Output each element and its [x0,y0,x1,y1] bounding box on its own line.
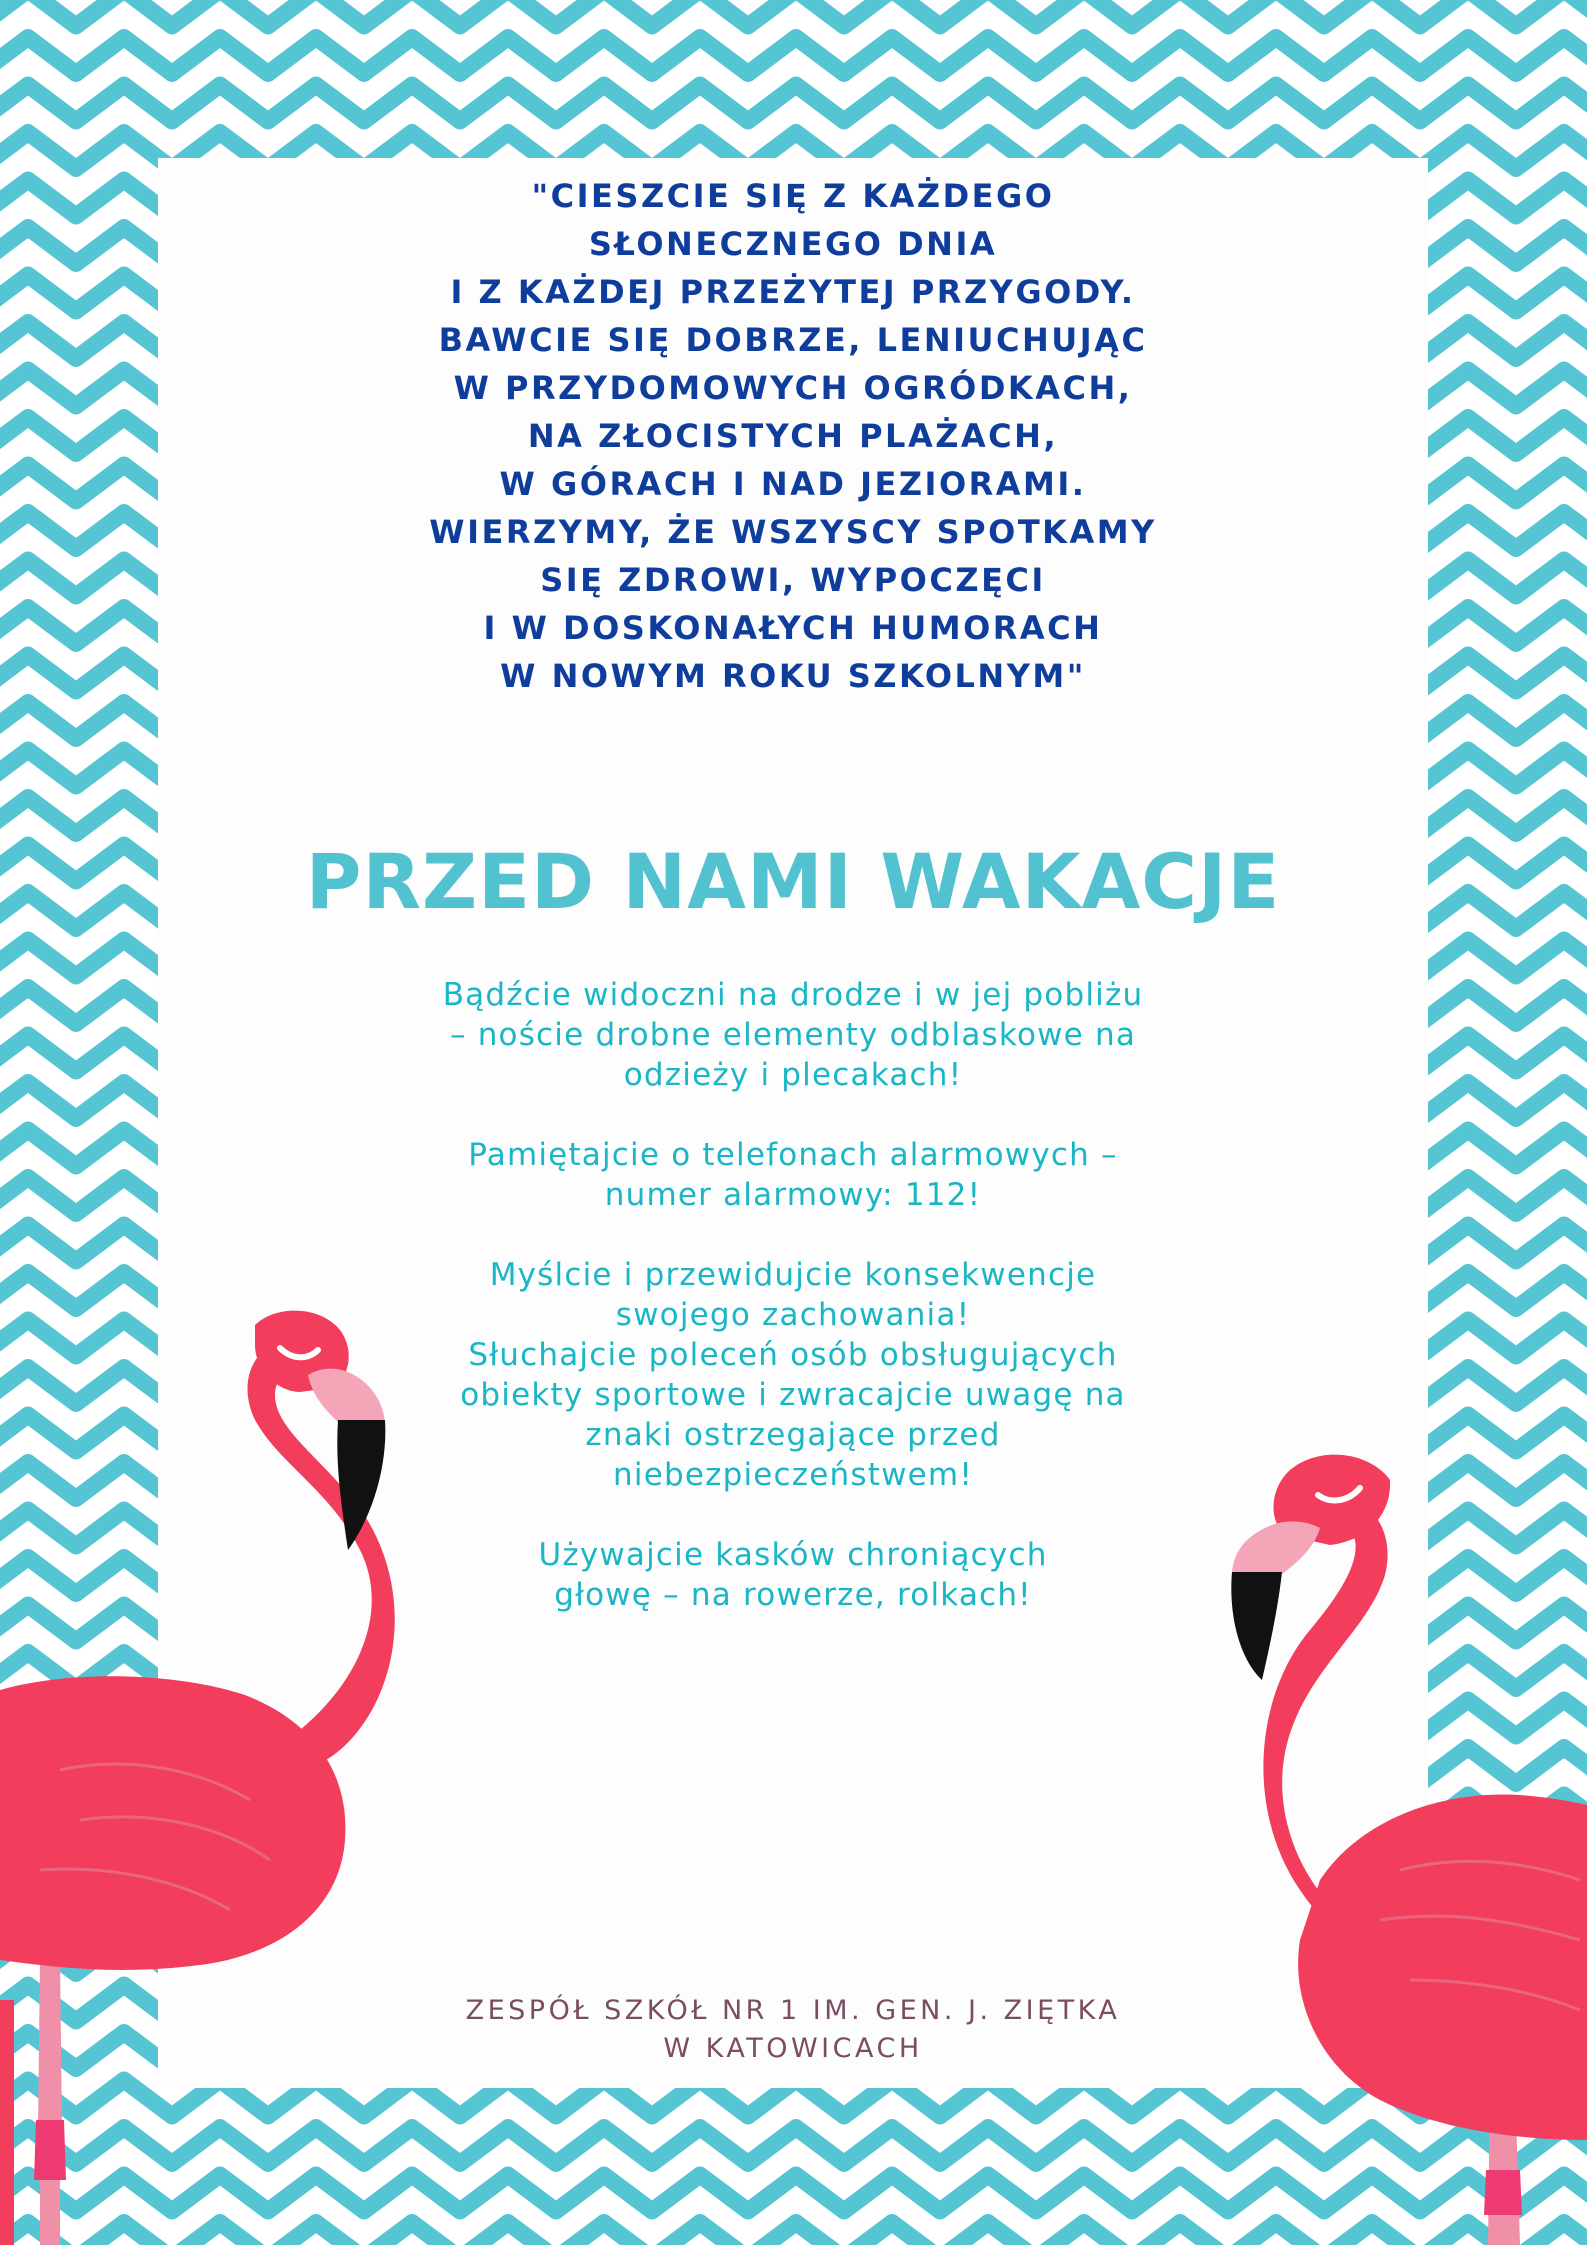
zigzag-stripe [0,38,1587,74]
quote-line: I W DOSKONAŁYCH HUMORACH [483,609,1103,647]
footer-line: ZESPÓŁ SZKÓŁ NR 1 IM. GEN. J. ZIĘTKA [465,1995,1121,2026]
flamingo-illustration-right [1170,1440,1587,2245]
tip-line: Używajcie kasków chroniących [538,1537,1048,1573]
flamingo-beak-tip [1231,1572,1282,1680]
tip-line: Słuchajcie poleceń osób obsługujących [468,1337,1118,1373]
tip-line: niebezpieczeństwem! [613,1457,973,1493]
zigzag-stripe [0,0,1587,26]
footer-line: W KATOWICACH [663,2033,923,2064]
flamingo-leg-joint [34,2120,66,2180]
quote-line: SIĘ ZDROWI, WYPOCZĘCI [540,561,1046,599]
flamingo-leg [40,2180,60,2245]
flamingo-leg-joint [1484,2170,1522,2215]
quote-line: WIERZYMY, ŻE WSZYSCY SPOTKAMY [429,513,1157,551]
flamingo-leg-far [0,2000,14,2245]
tip-line: odzieży i plecakach! [623,1057,963,1093]
flamingo-illustration-left [0,1300,400,2245]
page-title: PRZED NAMI WAKACJE [305,837,1281,926]
tip-line: głowę – na rowerze, rolkach! [554,1577,1032,1613]
tip-spacer [158,1215,1428,1255]
flamingo-beak-base [1232,1521,1320,1574]
quote-line: SŁONECZNEGO DNIA [588,225,998,263]
tip-line: – noście drobne elementy odblaskowe na [449,1017,1137,1053]
flamingo-body [1298,1794,1587,2140]
tip-line: znaki ostrzegające przed [585,1417,1001,1453]
flamingo-leg [38,1960,62,2130]
quote-line: NA ZŁOCISTYCH PLAŻACH, [527,417,1059,455]
zigzag-stripe [0,85,1587,121]
quote-line: BAWCIE SIĘ DOBRZE, LENIUCHUJĄC [438,321,1148,359]
tip-line: swojego zachowania! [615,1297,971,1333]
tip-line: Bądźcie widoczni na drodze i w jej pobliżu [442,977,1144,1013]
tip-spacer [158,1095,1428,1135]
tip-line: Pamiętajcie o telefonach alarmowych – [468,1137,1118,1173]
quote-block [158,172,1428,700]
quote-line: I Z KAŻDEJ PRZEŻYTEJ PRZYGODY. [450,273,1136,311]
quote-line: W GÓRACH I NAD JEZIORAMI. [499,465,1087,503]
quote-line: W NOWYM ROKU SZKOLNYM" [500,657,1086,695]
tip-line: Myślcie i przewidujcie konsekwencje [489,1257,1097,1293]
quote-line: "CIESZCIE SIĘ Z KAŻDEGO [531,177,1055,215]
tip-line: obiekty sportowe i zwracajcie uwagę na [460,1377,1126,1413]
quote-line: W PRZYDOMOWYCH OGRÓDKACH, [453,369,1133,407]
flamingo-beak-base [308,1369,385,1422]
flamingo-body [0,1676,345,1970]
tip-line: numer alarmowy: 112! [604,1177,982,1213]
